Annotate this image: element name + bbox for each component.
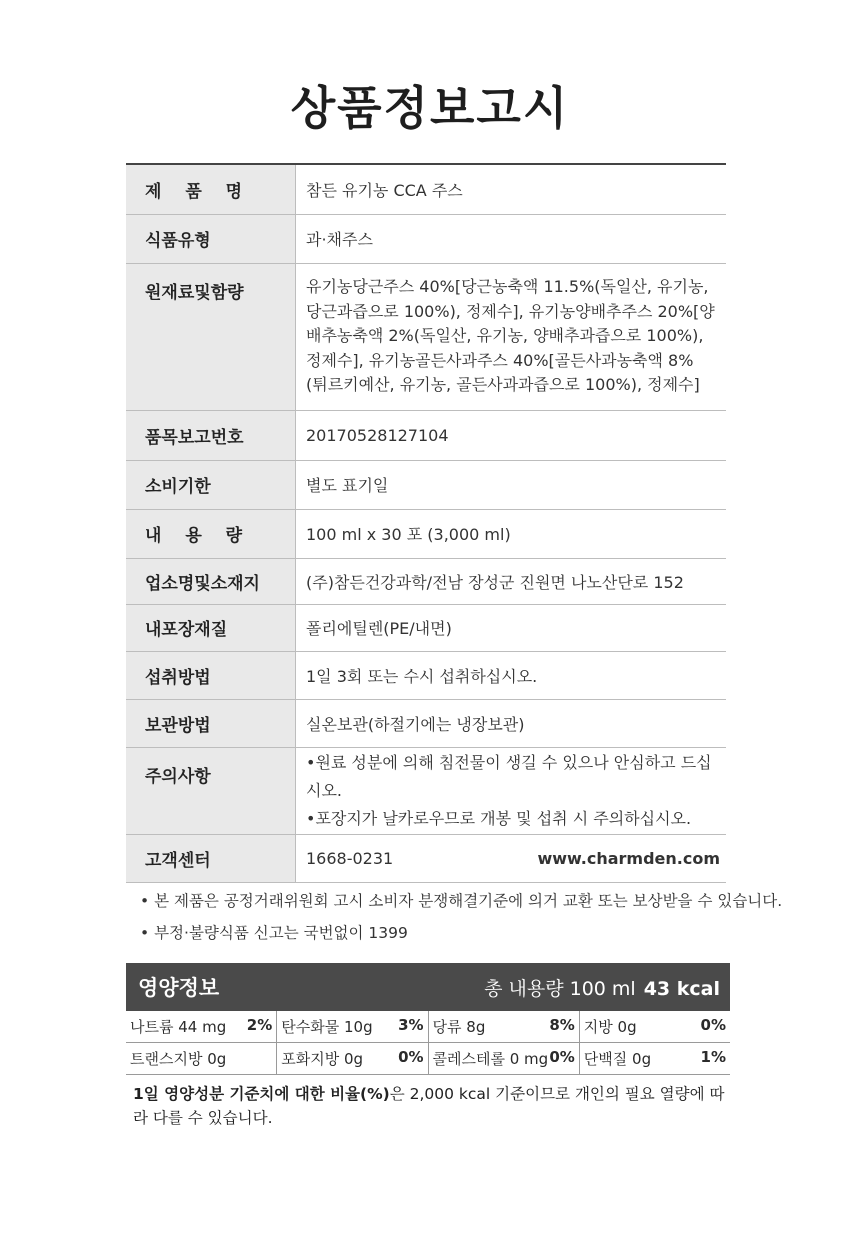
product-info-table [126, 163, 726, 883]
nutrient-cell [579, 1011, 730, 1043]
nutrient-cell [277, 1011, 428, 1043]
total-kcal: 43 kcal [643, 977, 720, 1000]
nutrient-pct: 0% [700, 1016, 726, 1034]
row-ingredients [126, 263, 726, 410]
nutrient-pct: 0% [398, 1048, 424, 1066]
website-link[interactable]: www.charmden.com [537, 848, 720, 868]
row-product-name [126, 164, 726, 214]
nutrient-pct: 2% [246, 1016, 273, 1034]
nutrient-cell [428, 1043, 579, 1075]
nutrient-name: 포화지방 0g [281, 1050, 364, 1068]
row-report-number [126, 410, 726, 460]
nutrition-footnote [133, 1082, 733, 1130]
row-intake [126, 651, 726, 699]
value-report-number: 20170528127104 [296, 410, 727, 460]
phone-number: 1668-0231 [306, 848, 394, 868]
label-caution: 주의사항 [126, 747, 296, 834]
value-caution [296, 747, 727, 834]
label-ingredients: 원재료및함량 [126, 263, 296, 410]
value-expiry: 별도 표기일 [296, 460, 727, 509]
nutrient-name: 지방 0g [583, 1018, 637, 1036]
value-packaging: 폴리에틸렌(PE/내면) [296, 604, 727, 651]
value-storage: 실온보관(하절기에는 냉장보관) [296, 699, 727, 747]
total-volume: 총 내용량 100 ml [484, 977, 636, 1000]
row-food-type [126, 214, 726, 263]
footnote-rest: 은 2,000 kcal 기준이므로 개인의 필요 열량에 따라 다를 수 있습니다. [133, 1085, 725, 1127]
label-maker: 업소명및소재지 [126, 558, 296, 604]
row-customer-center [126, 834, 726, 882]
ingredients-line: 배추농축액 2%(독일산, 유기농, 양배추과즙으로 100%), [306, 326, 704, 346]
label-food-type: 식품유형 [126, 214, 296, 263]
row-storage [126, 699, 726, 747]
label-expiry: 소비기한 [126, 460, 296, 509]
nutrient-pct: 0% [549, 1048, 575, 1066]
nutrition-table [126, 1011, 730, 1075]
ingredients-line: 유기농당근주스 40%[당근농축액 11.5%(독일산, 유기농, [306, 277, 709, 297]
label-packaging: 내포장재질 [126, 604, 296, 651]
value-volume: 100 ml x 30 포 (3,000 ml) [296, 509, 727, 558]
nutrition-header [126, 963, 730, 1011]
nutrient-cell [126, 1011, 277, 1043]
nutrient-name: 나트륨 44 mg [130, 1018, 227, 1036]
value-customer-center [296, 834, 727, 882]
nutrition-title: 영양정보 [138, 976, 220, 1000]
nutrition-row [126, 1043, 730, 1075]
nutrient-name: 단백질 0g [583, 1050, 652, 1068]
value-maker: (주)참든건강과학/전남 장성군 진원면 나노산단로 152 [296, 558, 727, 604]
nutrient-name: 탄수화물 10g [281, 1018, 373, 1036]
label-intake: 섭취방법 [126, 651, 296, 699]
label-customer-center: 고객센터 [126, 834, 296, 882]
notice-item: • 본 제품은 공정거래위원회 고시 소비자 분쟁해결기준에 의거 교환 또는 보상받을 수 있습니다. [140, 892, 783, 910]
ingredients-line: 당근과즙으로 100%), 정제수], 유기농양배추주스 20%[양 [306, 301, 715, 321]
nutrition-row [126, 1011, 730, 1043]
caution-item: •포장지가 날카로우므로 개봉 및 섭취 시 주의하십시오. [306, 808, 692, 828]
caution-item: •원료 성분에 의해 침전물이 생길 수 있으나 안심하고 드십시오. [306, 752, 712, 800]
nutrient-pct: 1% [700, 1048, 726, 1066]
value-food-type: 과·채주스 [296, 214, 727, 263]
label-report-number: 품목보고번호 [126, 410, 296, 460]
nutrient-cell [126, 1043, 277, 1075]
footnote-bold: 1일 영양성분 기준치에 대한 비율(%) [133, 1085, 390, 1103]
row-caution [126, 747, 726, 834]
nutrient-name: 트랜스지방 0g [130, 1050, 227, 1068]
nutrient-cell [579, 1043, 730, 1075]
value-intake: 1일 3회 또는 수시 섭취하십시오. [296, 651, 727, 699]
ingredients-line: (튀르키예산, 유기농, 골든사과과즙으로 100%), 정제수] [306, 375, 700, 395]
nutrient-name: 당류 8g [432, 1018, 486, 1036]
nutrient-cell [428, 1011, 579, 1043]
row-packaging [126, 604, 726, 651]
label-product-name: 제 품 명 [126, 164, 296, 214]
value-ingredients [296, 263, 727, 410]
label-volume: 내 용 량 [126, 509, 296, 558]
page-title: 상품정보고시 [290, 81, 570, 135]
nutrition-total [484, 974, 720, 1001]
nutrient-pct: 3% [398, 1016, 424, 1034]
row-maker [126, 558, 726, 604]
nutrient-pct: 8% [549, 1016, 575, 1034]
value-product-name: 참든 유기농 CCA 주스 [296, 164, 727, 214]
nutrient-cell [277, 1043, 428, 1075]
row-expiry [126, 460, 726, 509]
row-volume [126, 509, 726, 558]
notice-item: • 부정·불량식품 신고는 국번없이 1399 [140, 924, 408, 942]
nutrient-name: 콜레스테롤 0 mg [432, 1050, 549, 1068]
notice-list [140, 885, 782, 949]
ingredients-line: 정제수], 유기농골든사과주스 40%[골든사과농축액 8% [306, 350, 694, 370]
label-storage: 보관방법 [126, 699, 296, 747]
